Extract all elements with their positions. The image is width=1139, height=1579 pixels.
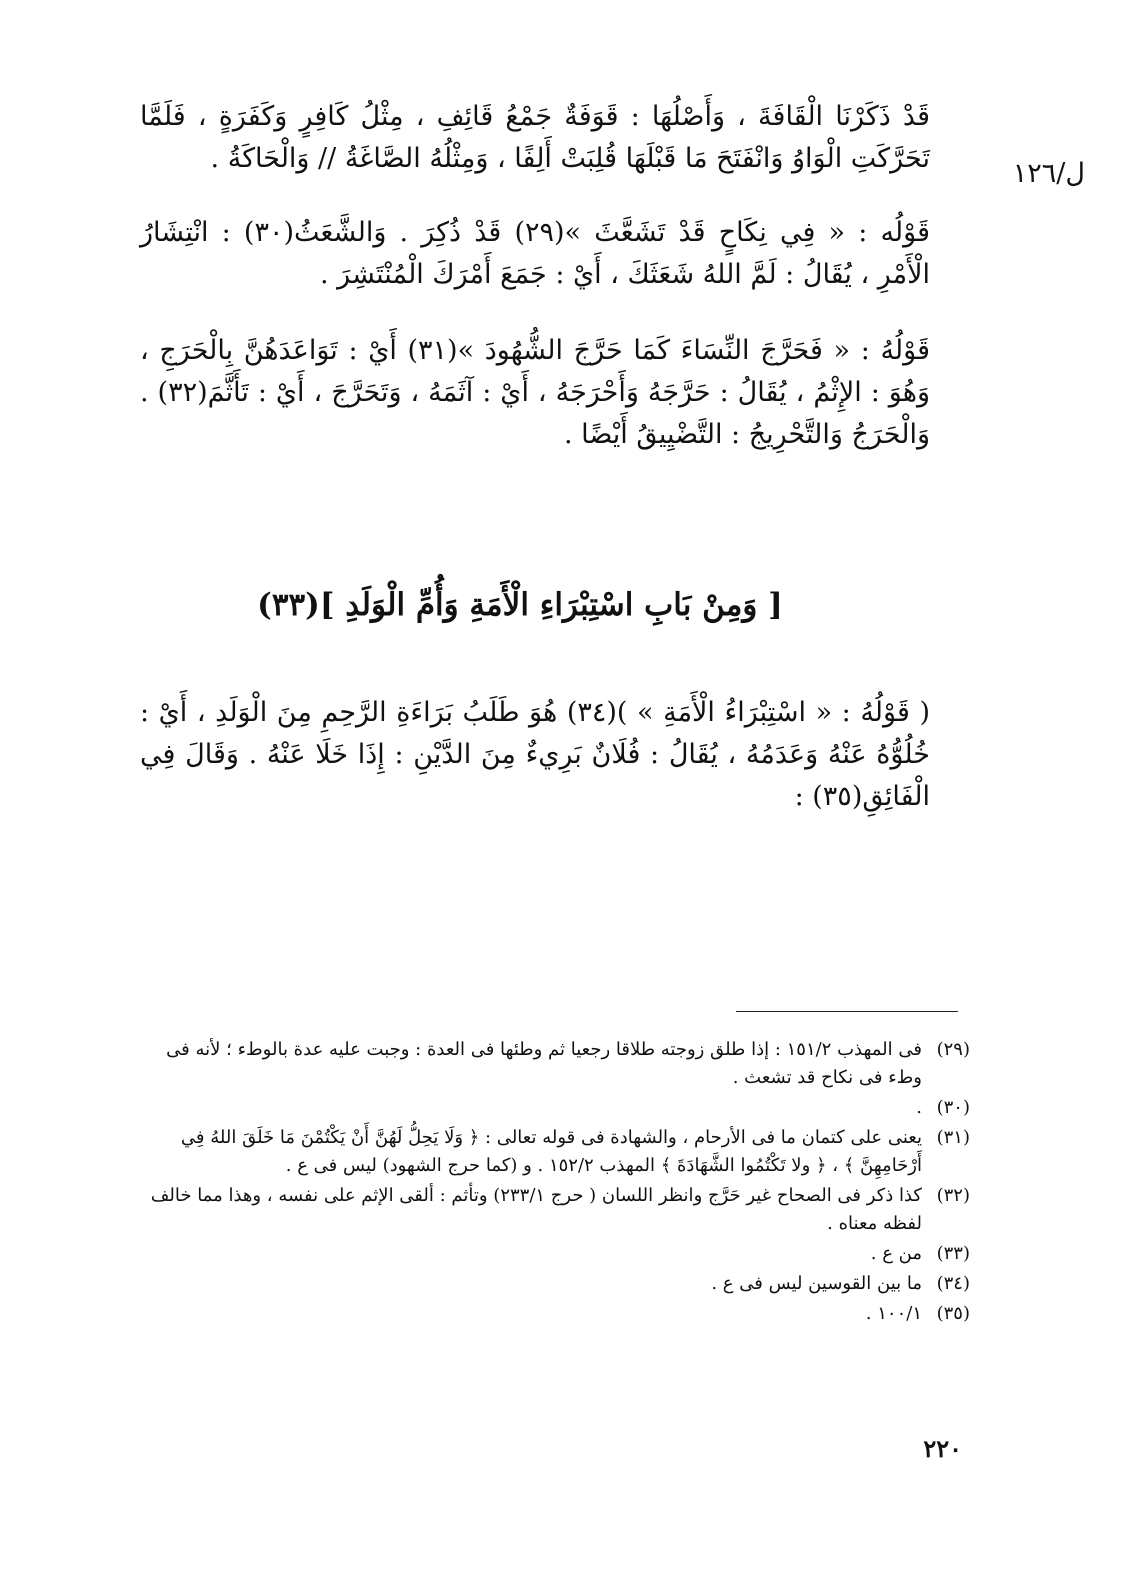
- margin-reference: ل/١٢٦: [1012, 158, 1085, 189]
- paragraph-tashaath: قَوْلُه : « فِي نِكَاحٍ قَدْ تَشَعَّثَ »(٢٩) قَدْ ذُكِرَ . وَالشَّعَثُ(٣٠) : انْتِشَارُ الْأَمْرِ ، يُقَالُ : لَمَّ اللهُ شَعَثَكَ ، أَيْ : جَمَعَ أَمْرَكَ الْمُنْتَشِرَ .: [140, 217, 931, 290]
- footnote-number: (٣١): [936, 1127, 970, 1148]
- footnote: [140, 1094, 970, 1122]
- footnote-text: كذا ذكر فى الصحاح غير حَرَّج وانظر اللسان ( حرج ٢٣٣/١) وتأثم : ألقى الإثم على نفسه ، وهذا مما خالف لفظه معناه .: [150, 1185, 922, 1234]
- footnote: [140, 1182, 970, 1238]
- footnote-text: فى المهذب ١٥١/٢ : إذا طلق زوجته طلاقا رجعيا ثم وطئها فى العدة : وجبت عليه عدة بالوطء ؛ لأنه فى وطء فى نكاح قد تشعث .: [166, 1039, 922, 1088]
- footnote-number: (٣٤): [936, 1273, 970, 1294]
- footnote-number: (٣٢): [936, 1185, 970, 1206]
- footnote-number: (٢٩): [936, 1039, 970, 1060]
- footnote-number: (٣٣): [936, 1243, 970, 1264]
- footnote-text: ١٠٠/١ .: [865, 1303, 922, 1324]
- footnote: [140, 1036, 970, 1092]
- footnote-divider: [736, 1011, 958, 1012]
- footnote-text: .: [916, 1097, 922, 1118]
- footnote-text: يعنى على كتمان ما فى الأرحام ، والشهادة فى قوله تعالى : ﴿ وَلَا يَحِلُّ لَهُنَّ أَنْ يَكْتُمْنَ مَا خَلَقَ اللهُ فِي أَرْحَامِهِنَّ ﴾ ، ﴿ ولا تَكْتُمُوا الشَّهَادَةَ ﴾ المهذب ١٥٢/٢ . و (كما حرج الشهود) ليس فى ع .: [180, 1127, 922, 1176]
- section-heading: [ وَمِنْ بَابِ اسْتِبْرَاءِ الْأَمَةِ وَأُمِّ الْوَلَدِ ](٣٣): [257, 587, 783, 623]
- footnote: [140, 1270, 970, 1298]
- footnote-text: ما بين القوسين ليس فى ع .: [711, 1273, 922, 1294]
- footnote: [140, 1300, 970, 1328]
- footnote: [140, 1124, 970, 1180]
- footnotes: [140, 1036, 970, 1330]
- footnote-number: (٣٥): [936, 1303, 970, 1324]
- footnote-text: من ع .: [870, 1243, 922, 1264]
- page-number: ٢٢٠: [923, 1434, 962, 1463]
- paragraph-istibra: ( قَوْلُهُ : « اسْتِبْرَاءُ الْأَمَةِ » )(٣٤) هُوَ طَلَبُ بَرَاءَةِ الرَّحِمِ مِنَ الْوَلَدِ ، أَيْ : خُلُوُّهُ عَنْهُ وَعَدَمُهُ ، يُقَالُ : فُلَانٌ بَرِيءٌ مِنَ الدَّيْنِ : إِذَا خَلَا عَنْهُ . وَقَالَ فِي الْفَائِقِ(٣٥) :: [140, 697, 930, 812]
- paragraph-harraja: قَوْلُهُ : « فَحَرَّجَ النِّسَاءَ كَمَا حَرَّجَ الشُّهُودَ »(٣١) أَيْ : تَوَاعَدَهُنَّ بِالْحَرَجِ ، وَهُوَ : الإِثْمُ ، يُقَالُ : حَرَّجَهُ وَأَحْرَجَهُ ، أَيْ : آثَمَهُ ، وَتَحَرَّجَ ، أَيْ : تَأَثَّمَ(٣٢) . وَالْحَرَجُ وَالتَّحْرِيجُ : التَّضْيِيقُ أَيْضًا .: [140, 335, 931, 450]
- paragraph-qafa: قَدْ ذَكَرْنَا الْقَافَةَ ، وَأَصْلُهَا : قَوَفَةٌ جَمْعُ قَائِفِ ، مِثْلُ كَافِرٍ وَكَفَرَةٍ ، فَلَمَّا تَحَرَّكَتِ الْوَاوُ وَانْفَتَحَ مَا قَبْلَهَا قُلِبَتْ أَلِفًا ، وَمِثْلُهُ الصَّاغَةُ // وَالْحَاكَةُ .: [140, 101, 930, 174]
- footnote: [140, 1240, 970, 1268]
- footnote-number: (٣٠): [936, 1097, 970, 1118]
